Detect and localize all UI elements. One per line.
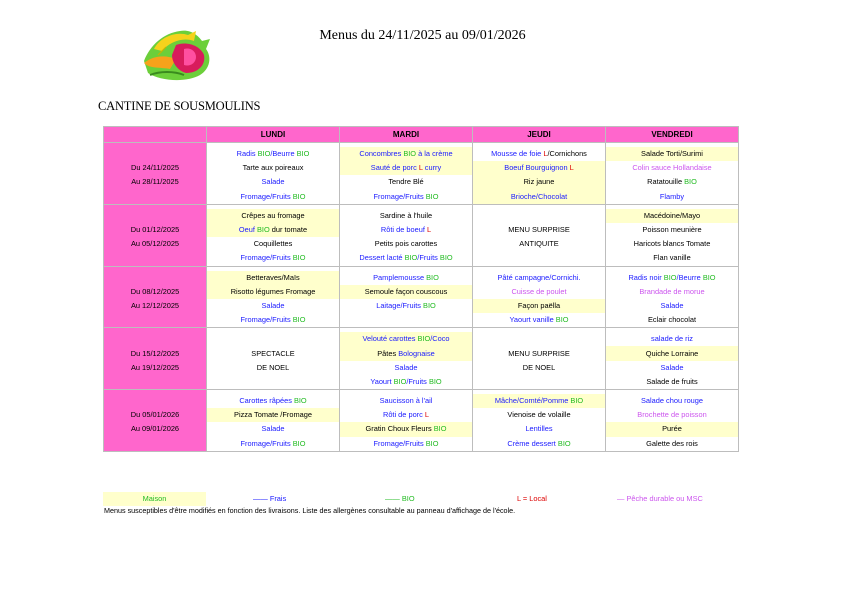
dish-text: Pamplemousse — [373, 272, 427, 282]
menu-cell-jeudi — [473, 271, 606, 285]
legend-peche: — Pêche durable ou MSC — [617, 494, 703, 503]
dish-text: SPECTACLE — [251, 348, 295, 358]
menu-cell-mardi — [340, 437, 473, 452]
menu-cell-jeudi — [473, 346, 606, 360]
menu-cell-vendredi — [606, 285, 739, 299]
dish-text: DE NOEL — [256, 362, 290, 372]
dish-text: Salade — [660, 362, 684, 372]
table-row — [104, 346, 739, 360]
menu-cell-vendredi — [606, 346, 739, 360]
menu-cell-jeudi — [473, 285, 606, 299]
menu-cell-jeudi — [473, 437, 606, 452]
table-row — [104, 408, 739, 422]
week-date-cell: Au 19/12/2025 — [104, 361, 207, 375]
dish-text: Radis noir — [628, 272, 664, 282]
dish-text: Salade chou rouge — [640, 396, 704, 406]
week-date-cell — [104, 313, 207, 328]
menu-cell-jeudi — [473, 161, 606, 175]
table-row — [104, 161, 739, 175]
week-date-cell: Du 08/12/2025 — [104, 285, 207, 299]
bio-label: BIO — [292, 191, 306, 201]
week-date-cell — [104, 251, 207, 266]
dish-text: Betteraves/Maïs — [246, 272, 300, 282]
table-row — [104, 190, 739, 205]
table-row — [104, 223, 739, 237]
dish-text: Lentilles — [525, 424, 553, 434]
menu-cell-vendredi — [606, 375, 739, 390]
menu-cell-jeudi — [473, 147, 606, 161]
dish-text: Carottes râpées — [239, 396, 294, 406]
menu-cell-mardi — [340, 175, 473, 189]
dish-text: Concombres — [359, 149, 404, 159]
table-row — [104, 251, 739, 266]
week-date-cell: Au 12/12/2025 — [104, 299, 207, 313]
menu-cell-lundi — [207, 190, 340, 205]
menu-cell-jeudi — [473, 175, 606, 189]
table-row — [104, 422, 739, 436]
dish-text: Fromage/Fruits — [240, 253, 293, 263]
menu-cell-mardi — [340, 394, 473, 408]
table-row — [104, 394, 739, 408]
dish-text: Flan vanille — [653, 253, 691, 263]
dish-text: Fromage/Fruits — [240, 315, 293, 325]
legend — [103, 492, 743, 506]
dish-text: Laitage/Fruits — [376, 300, 424, 310]
menu-cell-jeudi — [473, 190, 606, 205]
school-name: CANTINE DE SOUSMOULINS — [98, 99, 261, 113]
local-label: L — [426, 225, 432, 235]
dish-text: /Beurre — [270, 149, 297, 159]
dish-text: Dessert lacté — [359, 253, 405, 263]
dish-text: Yaourt — [370, 376, 394, 386]
dish-text: MENU SURPRISE — [508, 225, 570, 235]
dish-text: DE NOEL — [522, 362, 556, 372]
menu-cell-mardi — [340, 237, 473, 251]
menu-cell-vendredi — [606, 147, 739, 161]
dish-text: Tendre Blé — [388, 177, 424, 187]
bio-label: BIO — [292, 438, 306, 448]
week-date-cell: Du 01/12/2025 — [104, 223, 207, 237]
header-jeudi: JEUDI — [473, 127, 606, 143]
bio-label: BIO — [257, 149, 271, 159]
dish-text: /Cornichons — [547, 149, 587, 159]
menu-cell-lundi — [207, 346, 340, 360]
menu-cell-mardi — [340, 190, 473, 205]
menu-cell-jeudi — [473, 332, 606, 346]
menu-cell-vendredi — [606, 408, 739, 422]
bio-label: BIO — [423, 300, 436, 310]
dish-text: Fromage/Fruits — [240, 191, 293, 201]
dish-text: Salade — [394, 362, 418, 372]
menu-cell-jeudi — [473, 237, 606, 251]
page-title: Menus du 24/11/2025 au 09/01/2026 — [319, 28, 526, 43]
menu-cell-vendredi — [606, 299, 739, 313]
dish-text: Mousse de foie — [491, 149, 544, 159]
table-header-row — [104, 127, 739, 143]
bio-label: BIO — [663, 272, 677, 282]
menu-table — [103, 126, 739, 452]
week-date-cell: Du 24/11/2025 — [104, 161, 207, 175]
dish-text: Salade — [261, 300, 285, 310]
menu-cell-lundi — [207, 285, 340, 299]
week-date-cell: Au 09/01/2026 — [104, 422, 207, 436]
bio-label: BIO — [439, 253, 453, 263]
menu-cell-lundi — [207, 361, 340, 375]
menu-cell-lundi — [207, 209, 340, 223]
table-row — [104, 313, 739, 328]
dish-text: Brochette de poisson — [637, 410, 707, 420]
dish-text: Colin sauce Hollandaise — [632, 163, 712, 173]
table-row — [104, 375, 739, 390]
table-row — [104, 147, 739, 161]
bio-label: BIO — [702, 272, 716, 282]
menu-cell-mardi — [340, 147, 473, 161]
dish-text: /Beurre — [676, 272, 703, 282]
menu-cell-jeudi — [473, 408, 606, 422]
dish-text: /Fruits — [417, 253, 440, 263]
local-label: L — [569, 163, 574, 173]
dish-text: Cuisse de poulet — [511, 286, 567, 296]
bio-label: BIO — [404, 253, 418, 263]
dish-text: Salade — [261, 177, 285, 187]
dish-text: Saucisson à l'ail — [379, 396, 433, 406]
menu-cell-mardi — [340, 375, 473, 390]
menu-cell-mardi — [340, 408, 473, 422]
dish-text: Vienoise de volaille — [507, 410, 571, 420]
menu-cell-vendredi — [606, 422, 739, 436]
menu-cell-mardi — [340, 422, 473, 436]
dish-text: Galette des rois — [646, 438, 698, 448]
dish-text: Rôti de porc — [382, 410, 425, 420]
dish-text: Purée — [662, 424, 682, 434]
dish-text: Ratatouille — [647, 177, 685, 187]
table-row — [104, 285, 739, 299]
dish-text: Crème dessert — [507, 438, 558, 448]
menu-cell-lundi — [207, 147, 340, 161]
bio-label: BIO — [417, 334, 431, 344]
bio-label: BIO — [425, 191, 439, 201]
menu-cell-lundi — [207, 237, 340, 251]
menu-cell-mardi — [340, 209, 473, 223]
dish-text: MENU SURPRISE — [508, 348, 570, 358]
dish-text: Riz jaune — [523, 177, 555, 187]
week-date-cell — [104, 332, 207, 346]
dish-text: Pâté campagne/Cornichi. — [497, 272, 581, 282]
legend-maison: Maison — [103, 492, 206, 506]
menu-cell-mardi — [340, 251, 473, 266]
dish-text: Flamby — [659, 191, 685, 201]
menu-cell-vendredi — [606, 437, 739, 452]
dish-text: Poisson meunière — [642, 225, 702, 235]
menu-cell-mardi — [340, 332, 473, 346]
dish-text: à la crème — [416, 149, 453, 159]
bio-label: BIO — [426, 272, 439, 282]
header-corner — [104, 127, 207, 143]
menu-cell-lundi — [207, 437, 340, 452]
dish-text: Eclair chocolat — [647, 315, 697, 325]
menu-cell-vendredi — [606, 190, 739, 205]
dish-text: Salade — [261, 424, 285, 434]
menu-cell-lundi — [207, 299, 340, 313]
menu-cell-lundi — [207, 161, 340, 175]
menu-cell-lundi — [207, 332, 340, 346]
menu-cell-vendredi — [606, 394, 739, 408]
menu-cell-lundi — [207, 422, 340, 436]
menu-cell-mardi — [340, 361, 473, 375]
menu-cell-vendredi — [606, 175, 739, 189]
dish-text: Oeuf — [238, 225, 257, 235]
week-date-cell — [104, 147, 207, 161]
menu-cell-jeudi — [473, 299, 606, 313]
bio-label: BIO — [292, 315, 306, 325]
bio-label: BIO — [292, 253, 306, 263]
bio-label: BIO — [393, 376, 407, 386]
week-date-cell — [104, 271, 207, 285]
menu-cell-mardi — [340, 161, 473, 175]
menu-cell-jeudi — [473, 223, 606, 237]
dish-text: Radis — [236, 149, 258, 159]
menu-cell-mardi — [340, 271, 473, 285]
dish-text: Coquillettes — [253, 239, 293, 249]
dish-text: Tarte aux poireaux — [242, 163, 304, 173]
dish-text: Macédoine/Mayo — [643, 210, 701, 220]
menu-cell-mardi — [340, 223, 473, 237]
week-date-cell — [104, 190, 207, 205]
week-date-cell: Du 15/12/2025 — [104, 346, 207, 360]
legend-bio: —— BIO — [385, 494, 415, 503]
bio-label: BIO — [296, 149, 310, 159]
local-label: L — [424, 410, 430, 420]
menu-cell-vendredi — [606, 209, 739, 223]
week-date-cell — [104, 437, 207, 452]
dish-text: Bolognaise — [398, 348, 435, 358]
week-date-cell: Du 05/01/2026 — [104, 408, 207, 422]
school-logo — [140, 25, 216, 83]
dish-text: Crêpes au fromage — [241, 210, 305, 220]
menu-cell-lundi — [207, 271, 340, 285]
menu-cell-jeudi — [473, 394, 606, 408]
menu-cell-mardi — [340, 285, 473, 299]
menu-cell-jeudi — [473, 422, 606, 436]
header-mardi: MARDI — [340, 127, 473, 143]
dish-text: Petits pois carottes — [374, 239, 438, 249]
local-label: L — [418, 163, 423, 173]
menu-cell-vendredi — [606, 271, 739, 285]
menu-cell-vendredi — [606, 313, 739, 328]
week-date-cell — [104, 394, 207, 408]
dish-text: Fromage/Fruits — [373, 438, 426, 448]
bio-label: BIO — [428, 376, 442, 386]
table-row — [104, 237, 739, 251]
dish-text: /Fruits — [406, 376, 429, 386]
dish-text: Pizza Tomate /Fromage — [234, 410, 312, 420]
menu-cell-jeudi — [473, 313, 606, 328]
dish-text: Fromage/Fruits — [373, 191, 426, 201]
bio-label: BIO — [570, 396, 584, 406]
legend-frais: —— Frais — [253, 494, 287, 503]
menu-cell-lundi — [207, 408, 340, 422]
dish-text: ANTIQUITE — [519, 239, 559, 249]
menu-cell-jeudi — [473, 251, 606, 266]
week-date-cell: Au 05/12/2025 — [104, 237, 207, 251]
menu-cell-vendredi — [606, 332, 739, 346]
dish-text: Mâche/Comté/Pomme — [494, 396, 571, 406]
dish-text: Gratin Choux Fleurs — [365, 424, 434, 434]
menu-cell-vendredi — [606, 223, 739, 237]
menu-cell-lundi — [207, 175, 340, 189]
menu-cell-mardi — [340, 299, 473, 313]
bio-label: BIO — [684, 177, 697, 187]
dish-text: Quiche Lorraine — [645, 348, 699, 358]
week-date-cell — [104, 375, 207, 390]
dish-text: Salade — [660, 300, 684, 310]
dish-text: Semoule façon couscous — [364, 286, 448, 296]
dish-text: Risotto légumes Fromage — [230, 286, 316, 296]
dish-text: Haricots blancs Tomate — [633, 239, 711, 249]
footnote: Menus susceptibles d'être modifiés en fonction des livraisons. Liste des allergènes consultable au panneau d'affichage de l'école. — [104, 506, 516, 515]
dish-text: Yaourt vanille — [509, 315, 556, 325]
week-date-cell — [104, 209, 207, 223]
table-row — [104, 271, 739, 285]
table-row — [104, 209, 739, 223]
dish-text: Salade de fruits — [646, 376, 698, 386]
table-row — [104, 332, 739, 346]
menu-cell-vendredi — [606, 237, 739, 251]
dish-text: Pâtes — [377, 348, 399, 358]
table-row — [104, 437, 739, 452]
dish-text: Façon paëlla — [517, 300, 561, 310]
dish-text: /Coco — [430, 334, 450, 344]
bio-label: BIO — [557, 438, 571, 448]
bio-label: BIO — [293, 396, 307, 406]
table-row — [104, 361, 739, 375]
dish-text: Brandade de morue — [639, 286, 705, 296]
dish-text: Sardine à l'huile — [379, 210, 433, 220]
header-vendredi: VENDREDI — [606, 127, 739, 143]
bio-label: BIO — [555, 315, 569, 325]
bio-label: BIO — [256, 225, 270, 235]
header-lundi: LUNDI — [207, 127, 340, 143]
bio-label: BIO — [433, 424, 447, 434]
menu-cell-lundi — [207, 394, 340, 408]
dish-text: curry — [422, 163, 442, 173]
menu-cell-lundi — [207, 375, 340, 390]
dish-text: Salade Torti/Surimi — [641, 149, 703, 159]
week-date-cell: Au 28/11/2025 — [104, 175, 207, 189]
menu-cell-jeudi — [473, 209, 606, 223]
menu-cell-vendredi — [606, 161, 739, 175]
dish-text: Boeuf Bourguignon — [504, 163, 570, 173]
dish-text: Fromage/Fruits — [240, 438, 293, 448]
menu-cell-jeudi — [473, 375, 606, 390]
menu-cell-lundi — [207, 223, 340, 237]
local-label: L — [543, 149, 548, 159]
menu-cell-lundi — [207, 251, 340, 266]
bio-label: BIO — [403, 149, 417, 159]
menu-cell-mardi — [340, 346, 473, 360]
table-row — [104, 299, 739, 313]
dish-text: dur tomate — [269, 225, 308, 235]
menu-cell-vendredi — [606, 251, 739, 266]
dish-text: salade de riz — [651, 334, 693, 344]
dish-text: Rôti de boeuf — [380, 225, 427, 235]
menu-cell-jeudi — [473, 361, 606, 375]
legend-local: L = Local — [517, 494, 547, 503]
table-row — [104, 175, 739, 189]
menu-cell-lundi — [207, 313, 340, 328]
menu-cell-mardi — [340, 313, 473, 328]
dish-text: Sauté de porc — [370, 163, 419, 173]
dish-text: Velouté carottes — [362, 334, 418, 344]
dish-text: Brioche/Chocolat — [510, 191, 568, 201]
bio-label: BIO — [425, 438, 439, 448]
menu-cell-vendredi — [606, 361, 739, 375]
